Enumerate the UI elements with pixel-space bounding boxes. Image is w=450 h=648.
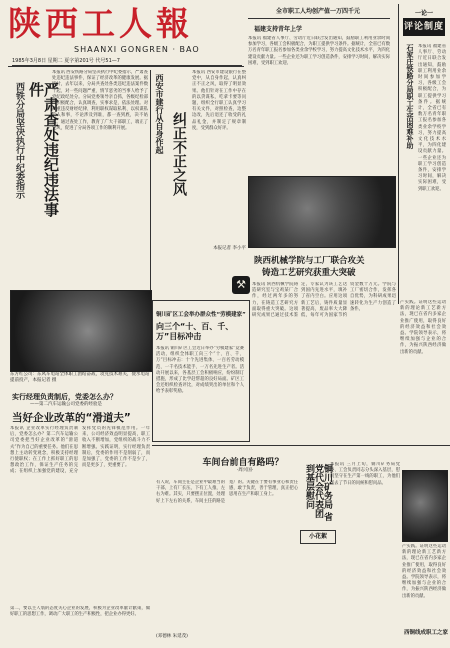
teaser-title: 福建支持青年上学	[254, 26, 303, 33]
factory-photo	[248, 176, 396, 248]
bottom-right-caption: 西铜线成职工之家	[403, 630, 448, 636]
second-text: 本报讯 西安市建设银行在整党中，从自身作起，认真纠正不正之风，取得了明显效果。他们针对在工作中存在的以贷谋私、吃拿卡要等问题，组织全行职工认真学习有关文件，对照检查，边整边改，先后退还了收受的礼品礼金，并制定了规章制度，受到群众好评。	[192, 70, 246, 131]
left-byline: (邓德林 朱延茂)	[156, 634, 188, 639]
school-text: 本报讯 陕西机械学院铸造研究室与宝鸡某厂合作，经过两年多的努力，在铸造工艺研究方面取得重大突破。这项研究成果已通过技术鉴定，专家认为该工艺达到国内先进水平，填补了省内空白。应用这项新工艺后，铸件质量显著提高，废品率大大降低，每年可为国家节约资金数十万元。学院与工厂密切合作，发挥各自优势，为科研成果迅速转化为生产力创造了条件。	[252, 282, 396, 319]
feature-kicker2: ——第二汽车运输公司党委的经验是	[30, 402, 102, 407]
contest-headline: 向三个“十、百、千、万”目标冲击	[156, 322, 234, 341]
second-byline: 本报记者 李小平	[213, 246, 246, 251]
essay-author: ·周兴国·	[236, 468, 254, 473]
teaser-text: 本报讯 福建省人事厅、劳动厅近日联合发出通知，鼓励职工利用业余时间参加学习，各级工会积极配合，为职工提供学习条件。据统计，全省已有数万名青年职工报名参加各类业余学校学习，努力提高文化技术水平，为四化建设贡献力量。一些企业还为职工学习创造条件，安排学习时间，解决实际困难，受到职工欢迎。	[248, 36, 390, 66]
bottom-right-text: 本报讯 三月上旬，铜川矿务局党委、工会负责同志分头深入基层，慰问坚守在生产第一线的职工，为他们送去了节日的问候和慰问品。	[330, 462, 400, 486]
top-rule	[248, 18, 390, 19]
column-text: 本报讯 福建省人事厅、劳动厅近日联合发出通知，鼓励职工利用业余时间参加学习，各级工会积极配合，为职工提供学习条件。据统计，全省已有数万名青年职工报名参加各类业余学校学习，努力提高文化技术水平，为四化建设贡献力量。一些企业还为职工学习创造条件，安排学习时间，解决实际困难，受到职工欢迎。	[418, 44, 446, 192]
mine-photo	[402, 470, 448, 542]
bottom-right-text2: 产实践。证明这些运动新的理论新工艺新方法，现已在省内多家企业推广使用，取得良好的经济效益和社会效益。学院领导表示，将继续加强与企业的合作，为振兴陕西经济做出新的贡献。	[402, 544, 446, 599]
column-box: 评论制度	[403, 18, 445, 36]
school-headline2: 铸造工艺研究获重大突破	[262, 268, 356, 278]
masthead-pinyin: SHAANXI GONGREN · BAO	[74, 45, 200, 54]
lead-text: 本报讯 西安铁路分局坚决执行中纪委指示，严肃查处违纪违法事件，保证了经济改革的健康发展。据统计，去年以来，分局共查处各类违纪违法案件数十起，对一些问题严重、情节恶劣的当事人给予了党纪政纪处分。分局党委领导亲自抓，各级纪检部门积极配合，认真调查，实事求是，依法处理。对严重违反财经纪律、利用职权谋取私利、以权谋私的人和事，不论涉及到谁，都一查到底，决不姑息。通过查处工作，教育了广大干部职工，端正了党风，促进了分局各项工作的顺利开展。	[52, 70, 148, 131]
column-vertical-heading: 石家庄铁路分局职工生活困难补助	[406, 44, 414, 149]
lead-headline: 严肃查处违纪违法事件	[27, 82, 60, 217]
bottom-right-headline: 铜川矿务局 省党代会代表团到基层慰问	[304, 464, 332, 522]
feature-text: 本报讯 企业改革实行经理负责制后，党委怎么办？第二汽车运输公司党委把当好企业改革的“滑道夫”作为自己的重要任务。他们在思想上主动转变观念，积极支持经理行使职权；在工作上抓好职工的思想政治工作，保证生产任务的完成；在组织上加强党的建设，充分发挥党员的先锋模范作用。一年来，公司经济效益明显提高，职工收入不断增加，党组织的战斗力不断增强。实践证明，实行经理负责制后，党委的作用不是削弱了，而是加强了，党委的工作不是少了，而是更多了，更重要了。	[10, 426, 150, 475]
top-headline: 全市职工人均创产值一万四千元	[275, 8, 360, 15]
column-title: 一论一	[414, 10, 433, 17]
feature-kicker: 实行经理负责制后，党委怎么办？	[12, 393, 117, 401]
small-notes-label: 小花絮	[300, 530, 336, 544]
wrench-icon: ⚒	[232, 276, 250, 294]
masthead-rule	[8, 66, 244, 67]
contest-text: 本报讯 铜川矿区工会近日举办“劳模建家”竞赛活动，组织全体职工向三个“十、百、千、万”目标冲击：十个先进集体、一百名劳动模范、一千名技术能手、一万名先进生产者。活动开展以来，各基层工会积极响应，纷纷制订措施，形成了比学赶帮超的良好局面。矿区工会还组织检查评比，对成绩突出的单位和个人给予表彰奖励。	[156, 346, 244, 395]
bottom-rule	[152, 445, 450, 446]
right-column-text: 产实践。证明这些运动新的理论新工艺新方法，现已在省内多家企业推广使用，取得良好的经济效益和社会效益。学院领导表示，将继续加强与企业的合作，为振兴陕西经济做出新的贡献。	[400, 300, 446, 355]
second-headline: 纠正不正之风	[171, 112, 187, 196]
left-lower-text: 第二，要以主人翁的态度关心企业的发展，积极为企业改革献计献策，做好职工的思想工作，调动广大职工的生产积极性，把企业办得更好。	[10, 606, 150, 618]
dateline: 1985年3月8日 星期二 夏字第201号 代号51—7	[12, 57, 242, 66]
col-rule-1	[150, 70, 151, 310]
school-headline: 陕西机械学院与工厂联合攻关	[254, 256, 365, 266]
essay-headline: 车间台前自有路吗？	[202, 458, 284, 468]
essay-text: 有人说，车间主任是企业中最难当的干部，上有厂长压，下有工人推，左右为难。其实，只要摆正位置，处理好上下左右的关系，车间主任的路是宽广的。关键在于要有事业心和责任感，敢于负责，善于管理，真正把心思用在生产和职工身上。	[156, 480, 298, 504]
photo-caption: 东方红公司：东风车电站全体职工团结奋战，攻克技术难关，使水电站提前投产，本报记者 摄	[10, 372, 150, 383]
contest-kicker: 铜川矿区工会举办群众性“劳模建家”	[156, 312, 246, 318]
lead-kicker: 西铁分局坚决执行中纪委指示	[14, 82, 24, 199]
workers-photo	[10, 290, 152, 372]
right-vrule	[398, 4, 399, 304]
masthead-title: 陕西工人報	[8, 4, 193, 43]
second-kicker: 西安市建行从自身作起	[155, 74, 164, 154]
feature-headline: 当好企业改革的“滑道夫”	[12, 412, 131, 424]
